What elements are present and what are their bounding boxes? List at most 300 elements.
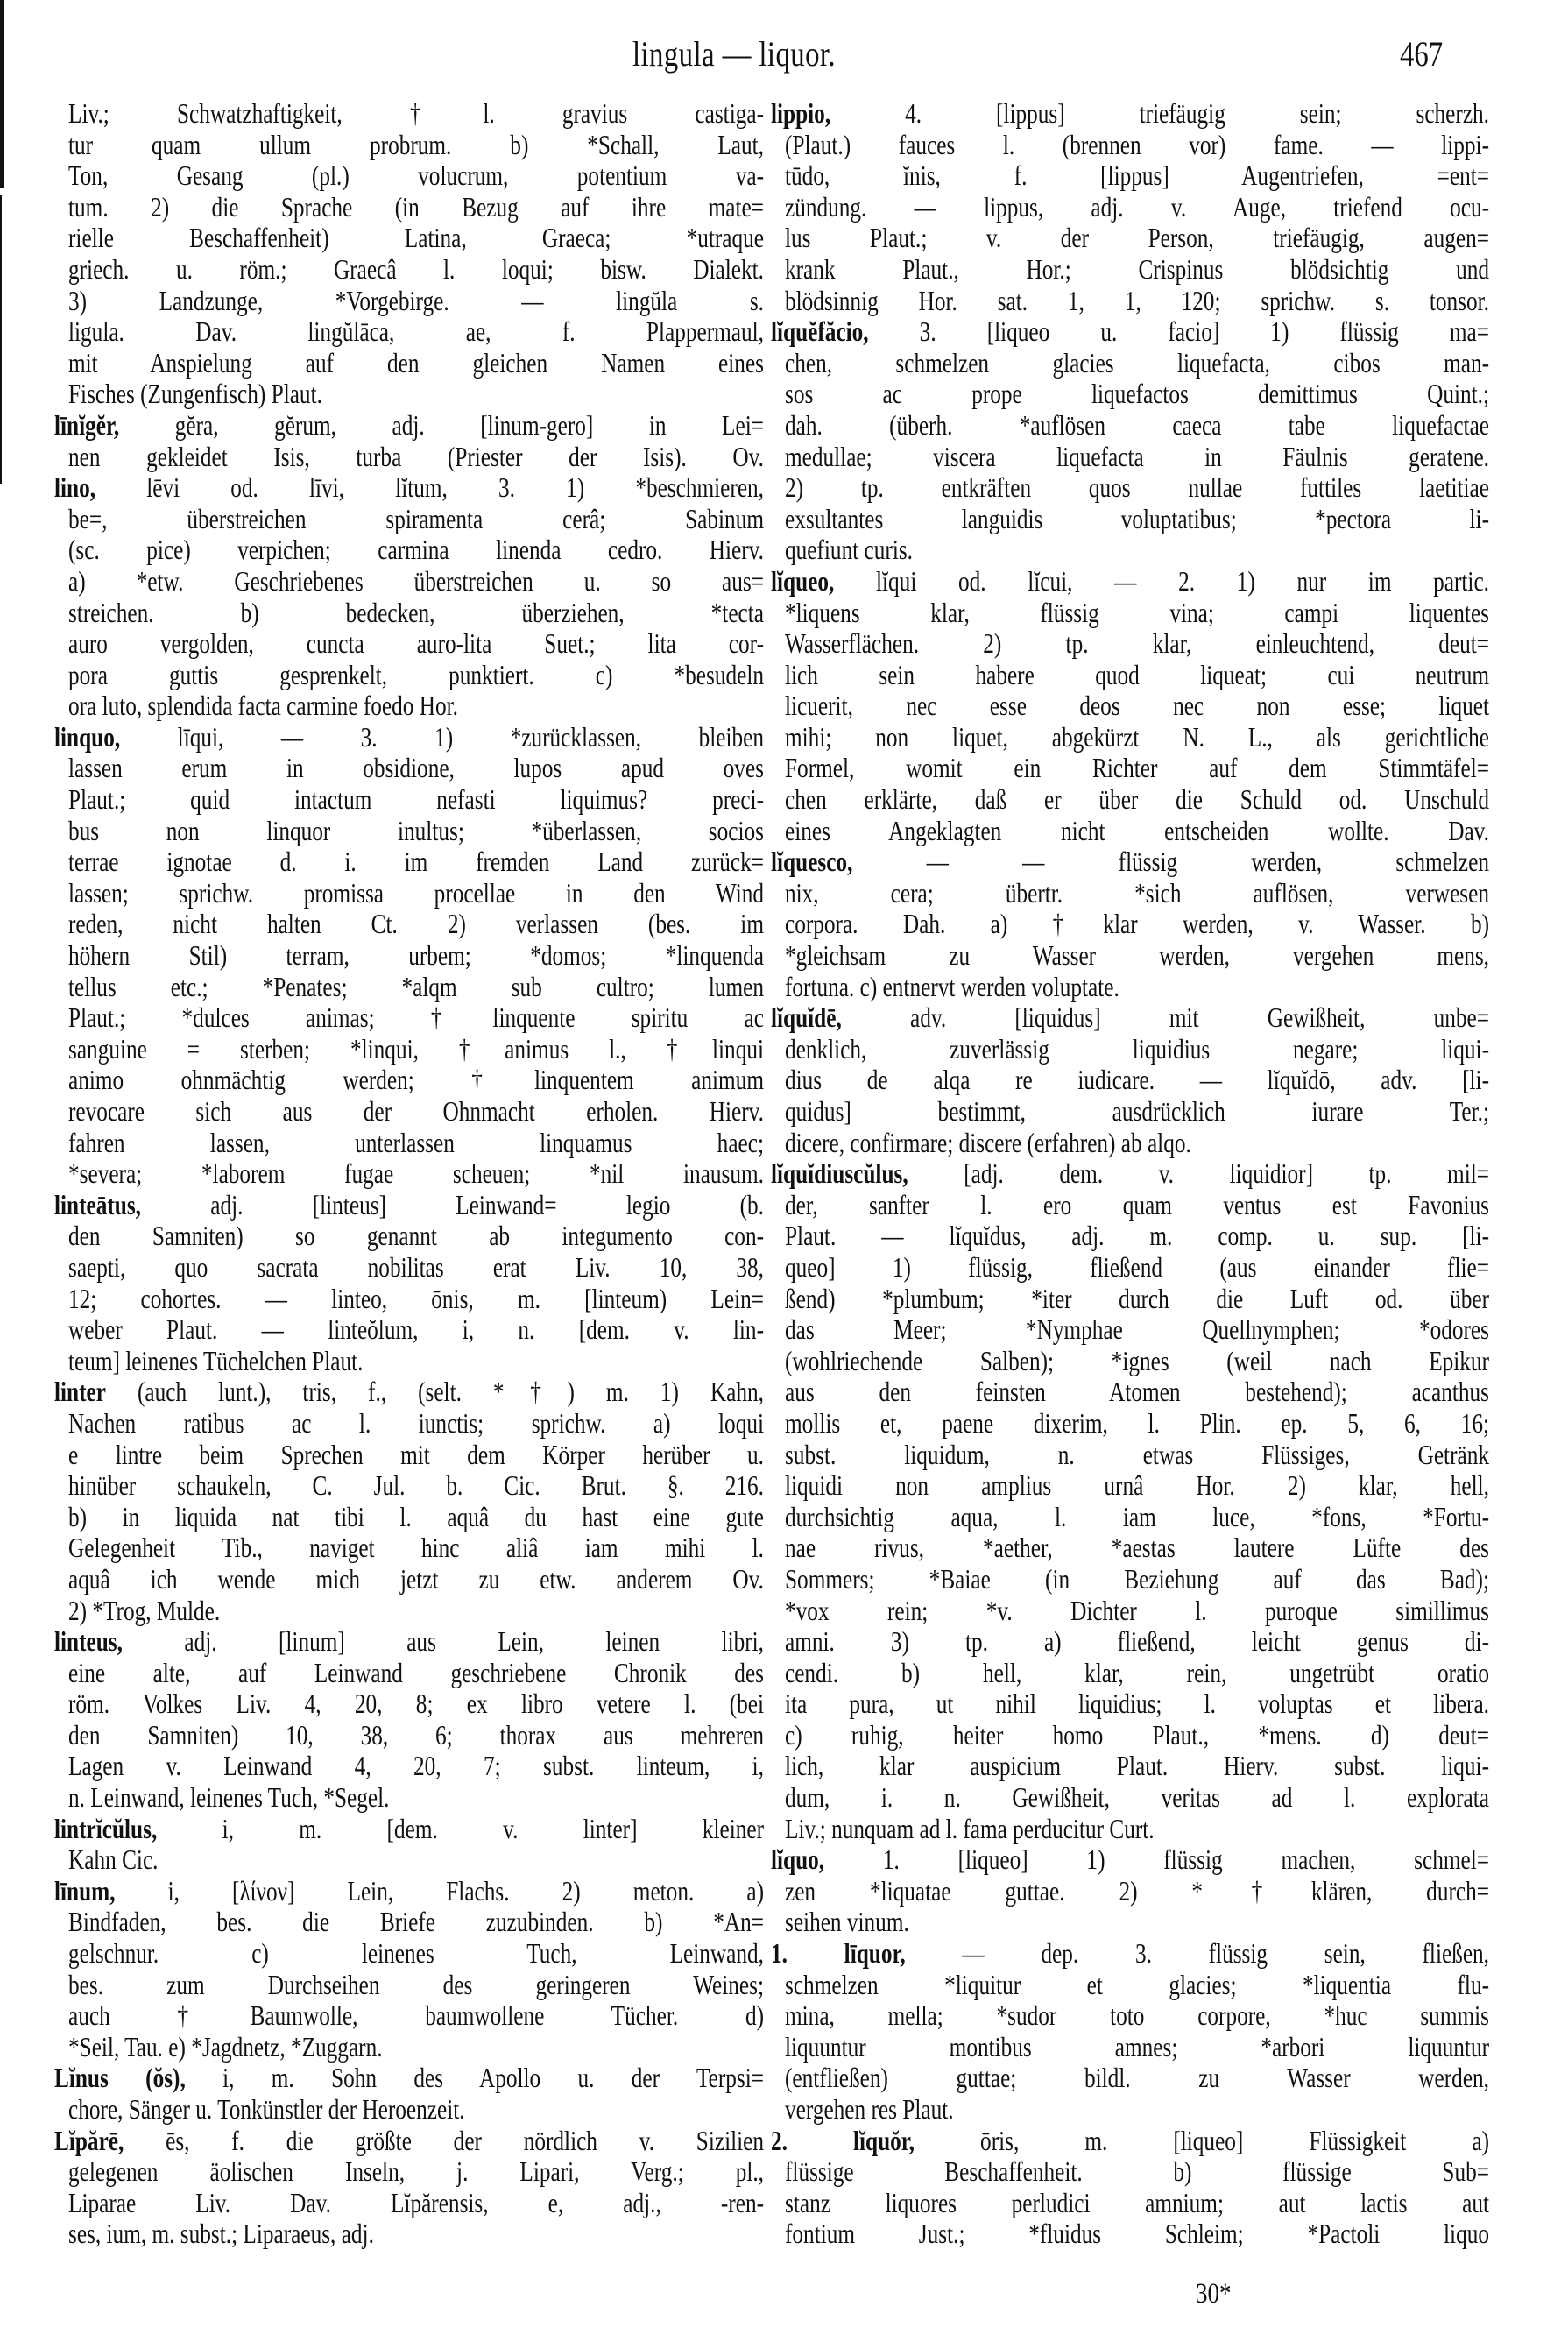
entry-text: ita pura, ut nihil liquidius; l. voluptas et libera. xyxy=(785,1688,1489,1720)
entry-line xyxy=(54,940,764,972)
entry-text: röm. Volkes Liv. 4, 20, 8; ex libro vetere l. (bei xyxy=(68,1688,764,1720)
entry-line xyxy=(54,2032,764,2063)
entry-line xyxy=(54,753,764,784)
entry-line xyxy=(771,2188,1489,2219)
entry-text: adv. [liquidus] mit Gewißheit, unbe= xyxy=(841,1002,1489,1034)
entry-text: aquâ ich wende mich jetzt zu etw. anderem Ov. xyxy=(68,1563,764,1595)
entry-text: sos ac prope liquefactos demittimus Quint.; xyxy=(785,379,1489,410)
entry-text: [adj. dem. v. liquidior] tp. mil= xyxy=(908,1158,1489,1190)
entry-line xyxy=(54,223,764,254)
entry-line xyxy=(54,846,764,878)
running-head: lingula — liquor. xyxy=(632,34,837,74)
entry-line xyxy=(54,1751,764,1782)
entry-text: fortuna. c) entnervt werden voluptate. xyxy=(785,971,1119,1002)
entry-text: mollis et, paene dixerim, l. Plin. ep. 5, 6, 16; xyxy=(785,1407,1489,1439)
entry-text: Lagen v. Leinwand 4, 20, 7; subst. linteum, i, xyxy=(68,1751,764,1782)
entry-text: b) in liquida nat tibi l. aquâ du hast eine gute xyxy=(68,1501,764,1532)
entry-line xyxy=(771,1751,1489,1782)
entry-first-line xyxy=(54,2126,764,2157)
entry-text: (entfließen) guttae; bildl. zu Wasser werden, xyxy=(785,2063,1489,2094)
entry-line xyxy=(54,348,764,379)
entry-line xyxy=(771,2094,1489,2126)
entry-text: stanz liquores perludici amnium; aut lactis aut xyxy=(785,2187,1489,2218)
entry-text: Plaut.; *dulces animas; †linquente spiritu ac xyxy=(68,1002,764,1034)
entry-line xyxy=(771,722,1489,754)
entry-text: *liquens klar, flüssig vina; campi liquentes xyxy=(785,597,1489,628)
page-edge-shadow xyxy=(0,0,4,188)
entry-line xyxy=(771,690,1489,722)
entry-line xyxy=(771,1970,1489,2001)
entry-line xyxy=(771,442,1489,473)
entry-line xyxy=(54,1564,764,1596)
entry-text: mihi; non liquet, abgekürzt N. L., als gerichtliche xyxy=(785,721,1489,753)
entry-line xyxy=(54,192,764,223)
entry-line xyxy=(771,1470,1489,1502)
entry-line xyxy=(771,1720,1489,1751)
entry-line xyxy=(54,98,764,130)
entry-text: *vox rein; *v. Dichter l. puroque simillimus xyxy=(785,1595,1489,1626)
entry-text: c) ruhig, heiter homo Plaut., *mens. d) deut= xyxy=(785,1719,1489,1751)
entry-text: zen *liquatae guttae. 2) *†klären, durch= xyxy=(785,1875,1489,1907)
entry-line xyxy=(771,192,1489,223)
printer-signature: 30* xyxy=(1196,2278,1232,2310)
entry-first-line xyxy=(54,472,764,504)
entry-text: liquidi non amplius urnâ Hor. 2) klar, hell, xyxy=(785,1470,1489,1502)
right-column xyxy=(771,98,1489,2250)
entry-text: 3. [liqueo u. facio] 1) flüssig ma= xyxy=(868,316,1489,348)
entry-first-line xyxy=(54,2063,764,2094)
entry-text: pora guttis gesprenkelt, punktiert. c) *besudeln xyxy=(68,659,764,690)
entry-line xyxy=(771,1596,1489,1627)
entry-text: bus non linquor inultus; *überlassen, socios xyxy=(68,815,764,846)
entry-text: 1. [liqueo] 1) flüssig machen, schmel= xyxy=(824,1844,1489,1876)
entry-text: mina, mella; *sudor toto corpore, *huc summis xyxy=(785,2000,1489,2032)
entry-line xyxy=(771,410,1489,442)
headword: linteātus, xyxy=(54,1189,142,1221)
entry-text: quidus] bestimmt, ausdrücklich iurare Ter.; xyxy=(785,1096,1489,1127)
entry-text: liquuntur montibus amnes; *arbori liquuntur xyxy=(785,2031,1489,2063)
entry-text: reden, nicht halten Ct. 2) verlassen (bes. im xyxy=(68,909,764,940)
headword: 1. līquor, xyxy=(771,1938,906,1970)
entry-first-line xyxy=(54,410,764,442)
entry-text: dah. (überh. *auflösen caeca tabe liquefactae xyxy=(785,409,1489,441)
entry-text: gelegenen äolischen Inseln, j. Lipari, Verg.; pl., xyxy=(68,2156,764,2188)
entry-line xyxy=(771,130,1489,161)
entry-text: eines Angeklagten nicht entscheiden wollte. Dav. xyxy=(785,815,1489,846)
entry-text: revocare sich aus der Ohnmacht erholen. Hierv. xyxy=(68,1096,764,1127)
entry-first-line xyxy=(54,1376,764,1408)
entry-text: chen, schmelzen glacies liquefacta, cibos man- xyxy=(785,347,1489,379)
entry-line xyxy=(54,1782,764,1814)
entry-text: i, [λίνον] Lein, Flachs. 2) meton. a) xyxy=(115,1875,765,1907)
entry-line xyxy=(771,1502,1489,1533)
entry-first-line xyxy=(54,722,764,754)
entry-line xyxy=(54,1532,764,1564)
headword: līnĭgĕr, xyxy=(54,409,120,441)
entry-text: 2) tp. entkräften quos nullae futtiles laetitiae xyxy=(785,472,1489,504)
entry-line xyxy=(771,816,1489,847)
entry-first-line xyxy=(771,1844,1489,1876)
entry-text: i, m. [dem. v. linter] kleiner xyxy=(157,1813,764,1844)
entry-line xyxy=(771,1376,1489,1408)
entry-line xyxy=(54,1221,764,1252)
entry-line xyxy=(54,1470,764,1502)
entry-text: ßend) *plumbum; *iter durch die Luft od. über xyxy=(785,1283,1489,1314)
headword: 2. lĭquŏr, xyxy=(771,2125,915,2156)
headword: lĭquĭdiuscŭlus, xyxy=(771,1158,908,1190)
entry-text: Liv.; Schwatzhaftigkeit, †l. gravius castiga- xyxy=(68,98,764,129)
entry-text: lassen erum in obsidione, lupos apud oves xyxy=(68,753,764,784)
entry-line xyxy=(54,130,764,161)
headword: lino, xyxy=(54,472,96,504)
entry-first-line xyxy=(771,1938,1489,1970)
entry-line xyxy=(771,379,1489,410)
entry-text: eine alte, auf Leinwand geschriebene Chronik des xyxy=(68,1657,764,1688)
entry-line xyxy=(771,1532,1489,1564)
entry-line xyxy=(771,1564,1489,1596)
entry-text: Ton, Gesang (pl.) volucrum, potentium va- xyxy=(68,160,764,192)
headword: lippio, xyxy=(771,98,831,129)
headword: Lĭnus (ŏs), xyxy=(54,2063,186,2094)
entry-line xyxy=(54,628,764,660)
entry-text: den Samniten) so genannt ab integumento con- xyxy=(68,1221,764,1252)
entry-text: Kahn Cic. xyxy=(68,1844,159,1876)
headword: linteus, xyxy=(54,1626,123,1658)
entry-line xyxy=(54,598,764,629)
entry-text: 2) *Trog, Mulde. xyxy=(68,1595,221,1626)
entry-line xyxy=(771,1314,1489,1346)
entry-text: 4. [lippus] triefäugig sein; scherzh. xyxy=(830,98,1489,129)
entry-first-line xyxy=(771,98,1489,130)
entry-first-line xyxy=(771,1158,1489,1190)
entry-line xyxy=(54,2094,764,2126)
entry-line xyxy=(54,1065,764,1096)
entry-text: gelschnur. c) leinenes Tuch, Leinwand, xyxy=(68,1938,764,1970)
page-edge-shadow xyxy=(0,195,2,484)
entry-first-line xyxy=(54,1876,764,1907)
headword: lĭquĭdē, xyxy=(771,1002,842,1034)
entry-text: terrae ignotae d. i. im fremden Land zurück= xyxy=(68,846,764,878)
entry-line xyxy=(54,972,764,1003)
entry-line xyxy=(54,1034,764,1065)
entry-line xyxy=(771,2156,1489,2188)
entry-line xyxy=(771,1440,1489,1471)
entry-line xyxy=(771,1814,1489,1845)
entry-line xyxy=(54,660,764,691)
entry-text: *gleichsam zu Wasser werden, vergehen mens, xyxy=(785,940,1489,972)
entry-line xyxy=(771,1128,1489,1159)
entry-text: i, m. Sohn des Apollo u. der Terpsi= xyxy=(185,2063,765,2094)
entry-line xyxy=(771,1252,1489,1284)
entry-text: chore, Sänger u. Tonkünstler der Heroenzeit. xyxy=(68,2094,465,2125)
entry-line xyxy=(771,534,1489,566)
headword: lĭquesco, xyxy=(771,846,853,878)
entry-line xyxy=(54,1688,764,1720)
entry-text: schmelzen *liquitur et glacies; *liquentia flu- xyxy=(785,1969,1489,2000)
entry-line xyxy=(771,1907,1489,1938)
entry-line xyxy=(54,1440,764,1471)
entry-line xyxy=(54,784,764,816)
entry-first-line xyxy=(771,2126,1489,2157)
entry-text: fontium Just.; *fluidus Schleim; *Pactoli liquo xyxy=(785,2218,1489,2250)
entry-text: durchsichtig aqua, l. iam luce, *fons, *Fortu- xyxy=(785,1501,1489,1532)
entry-text: 12; cohortes. — linteo, ōnis, m. [linteum) Lein= xyxy=(68,1283,764,1314)
entry-line xyxy=(54,1252,764,1284)
entry-text: 3) Landzunge, *Vorgebirge. — lingŭla s. xyxy=(68,285,764,316)
entry-text: queo] 1) flüssig, fließend (aus einander flie= xyxy=(785,1251,1489,1283)
entry-first-line xyxy=(54,1190,764,1221)
entry-text: tellus etc.; *Penates; *alqm sub cultro; lumen xyxy=(68,971,764,1002)
entry-line xyxy=(54,878,764,909)
entry-text: Gelegenheit Tib., naviget hinc aliâ iam mihi l. xyxy=(68,1532,764,1564)
entry-text: *Seil, Tau. e) *Jagdnetz, *Zuggarn. xyxy=(68,2031,383,2063)
entry-line xyxy=(54,534,764,566)
headword: lĭqueo, xyxy=(771,565,835,597)
entry-text: n. Leinwand, leinenes Tuch, *Segel. xyxy=(68,1782,390,1814)
entry-line xyxy=(771,1408,1489,1440)
entry-line xyxy=(771,1346,1489,1377)
entry-line xyxy=(54,1720,764,1751)
entry-text: lassen; sprichw. promissa procellae in den Wind xyxy=(68,877,764,909)
entry-text: (wohlriechende Salben); *ignes (weil nach Epikur xyxy=(785,1345,1489,1376)
entry-text: Plaut. — lĭquĭdus, adj. m. comp. u. sup. [li- xyxy=(785,1221,1489,1252)
entry-line xyxy=(771,1065,1489,1096)
entry-text: mit Anspielung auf den gleichen Namen eines xyxy=(68,347,764,379)
entry-line xyxy=(54,566,764,598)
entry-text: dicere, confirmare; discere (erfahren) ab alqo. xyxy=(785,1127,1191,1158)
entry-line xyxy=(54,316,764,348)
entry-line xyxy=(771,348,1489,379)
entry-text: weber Plaut. — linteŏlum, i, n. [dem. v. lin- xyxy=(68,1314,764,1346)
entry-text: sanguine = sterben; *linqui, †animus l., †linqui xyxy=(68,1033,764,1065)
entry-text: höhern Stil) terram, urbem; *domos; *linquenda xyxy=(68,940,764,972)
entry-text: seihen vinum. xyxy=(785,1907,909,1938)
entry-line xyxy=(771,909,1489,940)
entry-text: subst. liquidum, n. etwas Flüssiges, Getränk xyxy=(785,1439,1489,1470)
entry-line xyxy=(54,2188,764,2219)
entry-text: amni. 3) tp. a) fließend, leicht genus di- xyxy=(785,1626,1489,1658)
headword: līnum, xyxy=(54,1875,116,1907)
entry-text: das Meer; *Nymphae Quellnymphen; *odores xyxy=(785,1314,1489,1346)
entry-text: blödsinnig Hor. sat. 1, 1, 120; sprichw. s. tonsor. xyxy=(785,285,1489,316)
entry-text: lĭqui od. lĭcui, — 2. 1) nur im partic. xyxy=(834,565,1489,597)
entry-text: licuerit, nec esse deos nec non esse; liquet xyxy=(785,690,1489,722)
entry-line xyxy=(771,2063,1489,2094)
entry-line xyxy=(54,816,764,847)
entry-text: auch †Baumwolle, baumwollene Tücher. d) xyxy=(68,2000,764,2032)
entry-text: e lintre beim Sprechen mit dem Körper herüber u. xyxy=(68,1439,764,1470)
entry-text: gĕra, gĕrum, adj. [linum-gero] in Lei= xyxy=(119,409,764,441)
entry-text: Nachen ratibus ac l. iunctis; sprichw. a) loqui xyxy=(68,1407,764,1439)
headword: Lĭpărē, xyxy=(54,2125,124,2156)
entry-line xyxy=(771,2032,1489,2063)
entry-text: *severa; *laborem fugae scheuen; *nil inausum. xyxy=(68,1158,764,1190)
entry-text: Formel, womit ein Richter auf dem Stimmtäfel= xyxy=(785,753,1489,784)
page-number: 467 xyxy=(1400,34,1444,74)
entry-line xyxy=(771,472,1489,504)
entry-line xyxy=(54,1128,764,1159)
entry-line xyxy=(771,223,1489,254)
headword: linter xyxy=(54,1376,106,1408)
entry-line xyxy=(54,2000,764,2032)
entry-text: vergehen res Plaut. xyxy=(785,2094,954,2125)
entry-line xyxy=(771,660,1489,691)
entry-line xyxy=(771,878,1489,909)
entry-text: (Plaut.) fauces l. (brennen vor) fame. — lippi- xyxy=(785,129,1489,160)
entry-line xyxy=(54,1938,764,1970)
entry-line xyxy=(771,784,1489,816)
entry-text: tur quam ullum probrum. b) *Schall, Laut, xyxy=(68,129,764,160)
entry-text: flüssige Beschaffenheit. b) flüssige Sub= xyxy=(785,2156,1489,2188)
entry-text: den Samniten) 10, 38, 6; thorax aus mehreren xyxy=(68,1719,764,1751)
entry-first-line xyxy=(771,566,1489,598)
entry-text: quefiunt curis. xyxy=(785,534,913,566)
entry-text: Liv.; nunquam ad l. fama perducitur Curt. xyxy=(785,1813,1155,1844)
entry-first-line xyxy=(54,1626,764,1658)
entry-line xyxy=(771,1096,1489,1128)
entry-text: der, sanfter l. ero quam ventus est Favonius xyxy=(785,1189,1489,1221)
entry-first-line xyxy=(771,316,1489,348)
entry-text: hinüber schaukeln, C. Jul. b. Cic. Brut. §. 216. xyxy=(68,1470,764,1502)
entry-line xyxy=(54,286,764,317)
headword: lintrĭcŭlus, xyxy=(54,1813,158,1844)
entry-text: zündung. — lippus, adj. v. Auge, triefend ocu- xyxy=(785,191,1489,223)
entry-text: ōris, m. [liqueo] Flüssigkeit a) xyxy=(915,2125,1490,2156)
entry-line xyxy=(771,2000,1489,2032)
entry-line xyxy=(54,1408,764,1440)
entry-text: bes. zum Durchseihen des geringeren Weines; xyxy=(68,1969,764,2000)
entry-line xyxy=(54,1346,764,1377)
entry-first-line xyxy=(54,1814,764,1845)
entry-line xyxy=(54,1158,764,1190)
entry-line xyxy=(771,1034,1489,1065)
entry-text: be=, überstreichen spiramenta cerâ; Sabinum xyxy=(68,503,764,534)
entry-line xyxy=(54,1596,764,1627)
entry-line xyxy=(771,1876,1489,1907)
entry-text: nix, cera; übertr. *sich auflösen, verwesen xyxy=(785,877,1489,909)
entry-line xyxy=(54,2156,764,2188)
entry-line xyxy=(54,1658,764,1689)
entry-line xyxy=(771,1782,1489,1814)
entry-text: rielle Beschaffenheit) Latina, Graeca; *utraque xyxy=(68,223,764,254)
entry-line xyxy=(771,628,1489,660)
entry-text: Fisches (Zungenfisch) Plaut. xyxy=(68,379,322,410)
entry-text: ēs, f. die größte der nördlich v. Sizilien xyxy=(124,2125,764,2156)
entry-text: animo ohnmächtig werden; †linquentem animum xyxy=(68,1065,764,1096)
entry-text: streichen. b) bedecken, überziehen, *tecta xyxy=(68,597,764,628)
entry-text: saepti, quo sacrata nobilitas erat Liv. 10, 38, xyxy=(68,1251,764,1283)
entry-text: nae rivus, *aether, *aestas lautere Lüfte des xyxy=(785,1532,1489,1564)
entry-line xyxy=(771,972,1489,1003)
entry-text: tūdo, ĭnis, f. [lippus] Augentriefen, =ent= xyxy=(785,160,1489,192)
entry-line xyxy=(54,379,764,410)
entry-line xyxy=(54,1502,764,1533)
entry-text: lich sein habere quod liqueat; cui neutrum xyxy=(785,659,1489,690)
entry-text: Liparae Liv. Dav. Lĭpărensis, e, adj., -ren- xyxy=(68,2187,764,2218)
entry-line xyxy=(54,442,764,473)
entry-line xyxy=(54,504,764,535)
entry-text: krank Plaut., Hor.; Crispinus blödsichtig und xyxy=(785,253,1489,285)
entry-line xyxy=(54,1844,764,1876)
headword: lĭquĕfăcio, xyxy=(771,316,869,348)
entry-text: auro vergolden, cuncta auro-lita Suet.; lita cor- xyxy=(68,628,764,660)
entry-line xyxy=(771,598,1489,629)
entry-text: (sc. pice) verpichen; carmina linenda cedro. Hierv. xyxy=(68,534,764,566)
entry-first-line xyxy=(771,846,1489,878)
headword: linquo, xyxy=(54,721,121,753)
entry-line xyxy=(54,1284,764,1315)
entry-text: ora luto, splendida facta carmine foedo Hor. xyxy=(68,690,458,722)
entry-line xyxy=(54,1970,764,2001)
entry-line xyxy=(54,2218,764,2250)
entry-text: nen gekleidet Isis, turba (Priester der Isis). Ov. xyxy=(68,441,764,472)
entry-line xyxy=(54,690,764,722)
entry-line xyxy=(771,286,1489,317)
entry-text: Plaut.; quid intactum nefasti liquimus? preci- xyxy=(68,784,764,816)
entry-text: ligula. Dav. lingŭlāca, ae, f. Plappermaul, xyxy=(68,316,764,348)
entry-text: dum, i. n. Gewißheit, veritas ad l. explorata xyxy=(785,1782,1489,1814)
entry-text: medullae; viscera liquefacta in Fäulnis geratene. xyxy=(785,441,1489,472)
entry-text: lich, klar auspicium Plaut. Hierv. subst. liqui- xyxy=(785,1751,1489,1782)
entry-text: teum] leinenes Tüchelchen Plaut. xyxy=(68,1345,364,1376)
left-column xyxy=(54,98,764,2250)
entry-line xyxy=(771,753,1489,784)
entry-text: exsultantes languidis voluptatibus; *pectora li- xyxy=(785,503,1489,534)
entry-line xyxy=(771,1688,1489,1720)
entry-text: līqui, — 3. 1) *zurücklassen, bleiben xyxy=(120,721,765,753)
entry-text: aus den feinsten Atomen bestehend); acanthus xyxy=(785,1376,1489,1408)
entry-text: chen erklärte, daß er über die Schuld od. Unschuld xyxy=(785,784,1489,816)
entry-text: adj. [linum] aus Lein, leinen libri, xyxy=(122,1626,764,1658)
entry-line xyxy=(54,1002,764,1034)
entry-line xyxy=(54,1907,764,1938)
entry-line xyxy=(771,160,1489,192)
entry-text: dius de alqa re iudicare. — lĭquĭdō, adv. [li- xyxy=(785,1065,1489,1096)
entry-line xyxy=(54,1314,764,1346)
entry-text: ses, ium, m. subst.; Liparaeus, adj. xyxy=(68,2218,374,2250)
entry-text: cendi. b) hell, klar, rein, ungetrübt oratio xyxy=(785,1657,1489,1688)
entry-text: Bindfaden, bes. die Briefe zuzubinden. b) *An= xyxy=(68,1907,764,1938)
entry-line xyxy=(54,254,764,286)
entry-line xyxy=(771,1221,1489,1252)
entry-line xyxy=(771,254,1489,286)
entry-line xyxy=(771,1658,1489,1689)
entry-text: (auch lunt.), tris, f., (selt. *†) m. 1) Kahn, xyxy=(105,1376,764,1408)
entry-first-line xyxy=(771,1002,1489,1034)
entry-line xyxy=(771,1284,1489,1315)
entry-line xyxy=(771,2218,1489,2250)
entry-text: Wasserflächen. 2) tp. klar, einleuchtend, deut= xyxy=(785,628,1489,660)
entry-line xyxy=(54,909,764,940)
entry-text: tum. 2) die Sprache (in Bezug auf ihre mate= xyxy=(68,191,764,223)
entry-text: — — flüssig werden, schmelzen xyxy=(852,846,1489,878)
entry-text: a) *etw. Geschriebenes überstreichen u. so aus= xyxy=(68,565,764,597)
entry-line xyxy=(54,160,764,192)
entry-text: lēvi od. līvi, lĭtum, 3. 1) *beschmieren, xyxy=(95,472,764,504)
entry-text: Sommers; *Baiae (in Beziehung auf das Bad); xyxy=(785,1563,1489,1595)
entry-line xyxy=(771,1190,1489,1221)
entry-text: lus Plaut.; v. der Person, triefäugig, augen= xyxy=(785,223,1489,254)
entry-text: denklich, zuverlässig liquidius negare; liqui- xyxy=(785,1033,1489,1065)
entry-line xyxy=(54,1096,764,1128)
page-header xyxy=(0,33,1568,86)
entry-line xyxy=(771,504,1489,535)
entry-text: griech. u. röm.; Graecâ l. loqui; bisw. Dialekt. xyxy=(68,253,764,285)
entry-line xyxy=(771,1626,1489,1658)
entry-text: corpora. Dah. a) †klar werden, v. Wasser. b) xyxy=(785,909,1489,940)
entry-text: — dep. 3. flüssig sein, fließen, xyxy=(905,1938,1489,1970)
entry-text: fahren lassen, unterlassen linquamus haec; xyxy=(68,1127,764,1158)
